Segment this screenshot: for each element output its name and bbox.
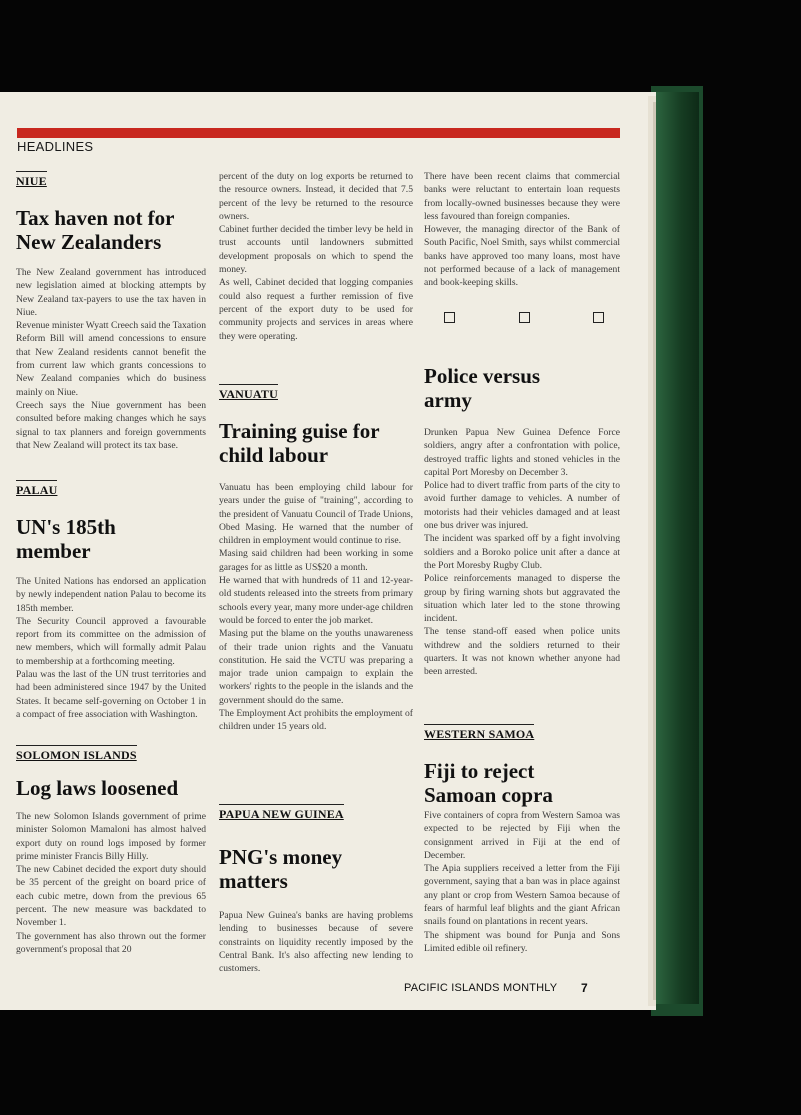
article-body: The New Zealand government has introduced new legislation aimed at blocking attempts by New Zealand tax-payers to use the tax haven in Niue. Revenue minister Wyatt Creech said the Taxation Reform Bill will amend concessions to ensure that New Zealand residents cannot benefit the from current law which grants concessions to New Zealand companies which do business mainly on Niue. Creech says the Niue government has been consulted before making changes which he says signal to tax planners and foreign governments that New Zealand will protect its tax base.	[16, 267, 206, 451]
article-body: The United Nations has endorsed an application by newly independent nation Palau to become its 185th member. The Security Council approved a favourable report from its committee on the admission of new members, which will formally admit Palau to membership at a forthcoming meeting. Palau was the last of the UN trust territories and had been administered since 1947 by the United States. It became self-governing on October 1 in a compact of free association with Washington.	[16, 576, 206, 720]
article-body: There have been recent claims that commercial banks were reluctant to entertain loan requests from locally-owned businesses because they were less favoured than foreign companies. However, the managing director of the Bank of South Pacific, Noel Smith, says whilst commercial banks have approved too many loans, most have not performed because of a lack of management and book-keeping skills.	[424, 171, 620, 289]
article-vanuatu	[219, 384, 413, 734]
article-body: Papua New Guinea's banks are having problems lending to businesses because of severe constraints on liquidity recently imposed by the Central Bank. It's also affecting new lending to customers.	[219, 910, 413, 975]
header-rule	[17, 128, 620, 138]
article-niue	[16, 171, 206, 452]
headline: Police versus army	[424, 364, 541, 412]
headline: UN's 185th member	[16, 515, 116, 563]
article-body: Drunken Papua New Guinea Defence Force soldiers, angry after a confrontation with police, destroyed traffic lights and stoned vehicles in the capital Port Moresby on December 3. Police had to divert traffic from parts of the city to avoid further damage to vehicles. A number of motorists had their vehicles damaged and at least one bus driver was injured. The incident was sparked off by a fight involving soldiers and a Boroko police unit after a dance at the Port Moresby Rugby Club. Police reinforcements managed to disperse the group by firing warning shots but aggravated the situation which later led to the stone throwing incident. The tense stand-off eased when police units withdrew and the soldiers returned to their quarters. It was not known whether anyone had been arrested.	[424, 427, 620, 678]
square-icon	[519, 312, 530, 323]
section-label: PALAU	[16, 480, 57, 498]
article-png-cont	[424, 170, 620, 323]
page-number: 7	[581, 981, 588, 995]
section-label: NIUE	[16, 171, 47, 189]
article-police	[424, 364, 620, 679]
article-solomon	[16, 745, 206, 956]
headline: PNG's money matters	[219, 845, 343, 893]
headline: Tax haven not for New Zealanders	[16, 206, 175, 254]
article-body: Five containers of copra from Western Samoa was expected to be rejected by Fiji when the consignment arrived in Fiji at the end of December. The Apia suppliers received a letter from the Fiji government, saying that a ban was in place against any plant or crop from Western Samoa because of fears of harmful leaf blights and the giant African snails found on plantations in recent years. The shipment was bound for Punja and Sons Limited edible oil refinery.	[424, 810, 620, 954]
section-divider	[444, 312, 604, 323]
headline: Log laws loosened	[16, 776, 179, 800]
article-body: percent of the duty on log exports be returned to the resource owners. Instead, it decided that 7.5 percent of the levy be returned to the resource owners. Cabinet further decided the timber levy be held in trust accounts until landowners submitted development proposals on which to spend the money. As well, Cabinet decided that logging companies could also request a further remission of five percent of the export duty to be used for community projects and services in areas where they were operating.	[219, 171, 413, 342]
section-label: PAPUA NEW GUINEA	[219, 804, 344, 822]
article-body: The new Solomon Islands government of prime minister Solomon Mamaloni has almost halved export duty on round logs imposed by former prime minister Francis Billy Hilly. The new Cabinet decided the export duty should be 35 percent of the greight on board price of each cubic metre, down from the previous 65 percent. The new measure was backdated to November 1. The government has also thrown out the former government's proposal that 20	[16, 811, 206, 955]
headline: Training guise for child labour	[219, 419, 380, 467]
article-png	[219, 804, 413, 975]
section-header: HEADLINES	[17, 139, 94, 154]
article-body: Vanuatu has been employing child labour for years under the guise of "training", according to the president of Vanuatu Council of Trade Unions, Obed Masing. He warned that the number of children in employment would continue to rise. Masing said children had been working in some garages for as little as US$20 a month. He warned that with hundreds of 11 and 12-year-old students released into the streets from primary schools every year, many more under-age children would be forced to enter the job market. Masing put the blame on the youths unawareness of their trade union rights and the Vanuatu constitution. He said the VCTU was preparing a major trade union campaign to explain the workers' rights to the people in the islands and the government should do the same. The Employment Act prohibits the employment of children under 15 years old.	[219, 482, 413, 733]
book-cover-edge	[655, 92, 699, 1004]
article-solomon-cont	[219, 170, 413, 343]
square-icon	[593, 312, 604, 323]
publication-name: PACIFIC ISLANDS MONTHLY	[404, 982, 558, 994]
square-icon	[444, 312, 455, 323]
article-palau	[16, 480, 206, 721]
headline: Fiji to reject Samoan copra	[424, 759, 553, 807]
page-edges-shadow	[653, 102, 656, 1000]
article-samoa	[424, 724, 620, 955]
section-label: SOLOMON ISLANDS	[16, 745, 137, 763]
section-label: WESTERN SAMOA	[424, 724, 534, 742]
section-label: VANUATU	[219, 384, 278, 402]
